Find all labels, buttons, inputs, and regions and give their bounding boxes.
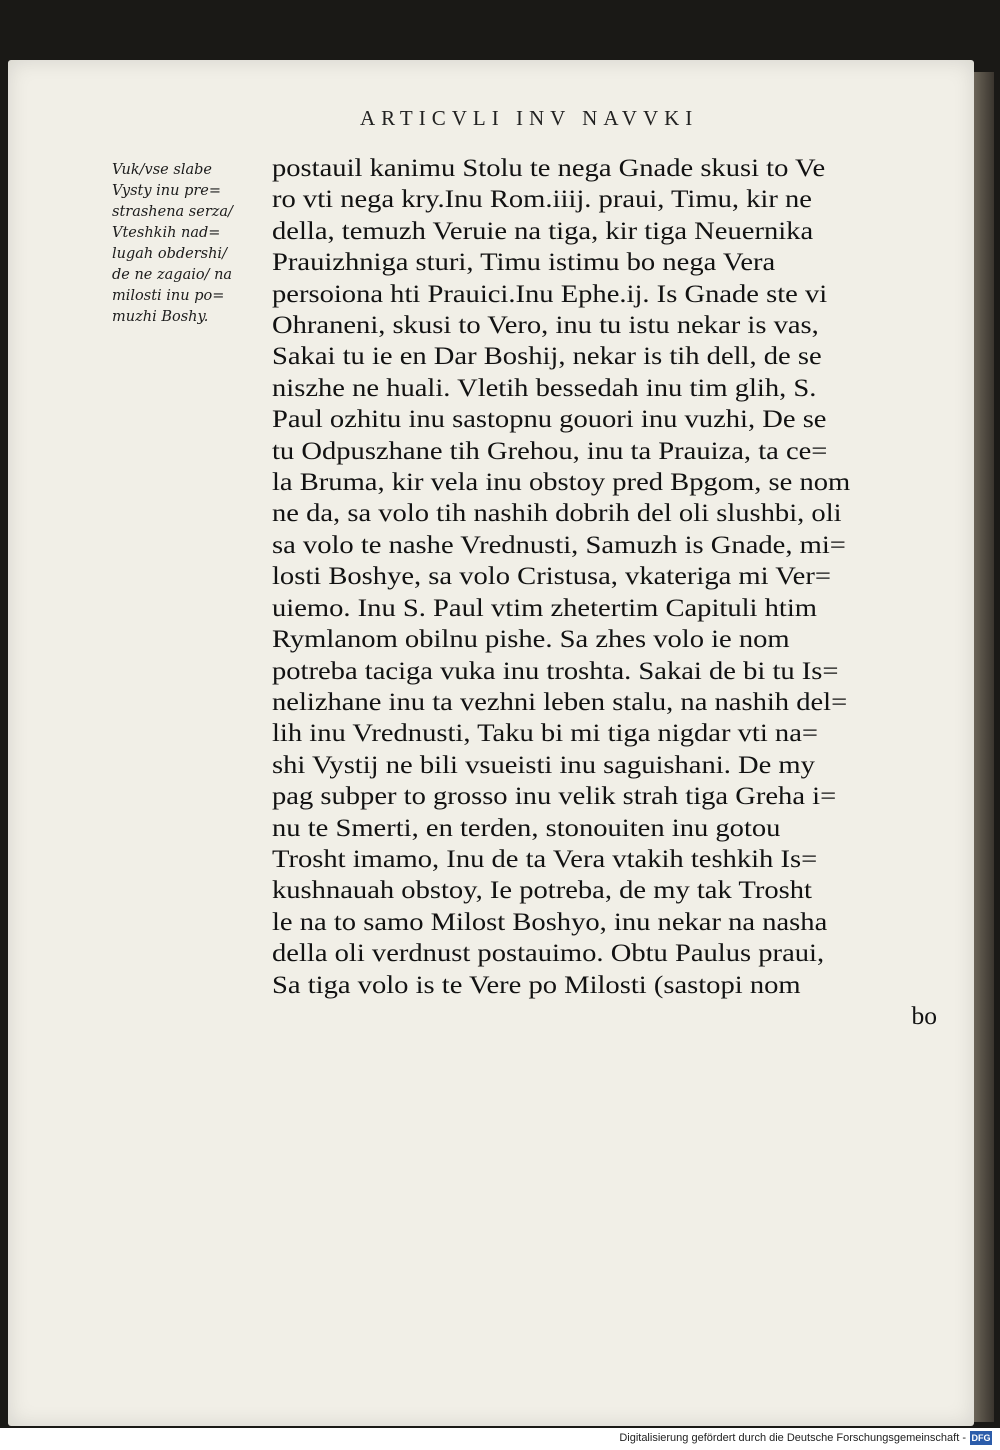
text-line: nu te Smerti, en terden, stonouiten inu gotou	[272, 812, 781, 842]
text-line: kushnauah obstoy, Ie potreba, de my tak Trosht	[272, 875, 812, 905]
text-line: Sa tiga volo is te Vere po Milosti (sastopi nom	[272, 969, 801, 999]
text-line: della, temuzh Veruie na tiga, kir tiga Neuernika	[272, 215, 814, 245]
marginal-note-line: milosti inu po=	[112, 288, 225, 304]
marginal-note-line: Vysty inu pre=	[112, 183, 222, 199]
marginal-note-line: muzhi Boshy.	[112, 309, 209, 325]
text-line: sa volo te nashe Vrednusti, Samuzh is Gnade, mi=	[272, 529, 846, 559]
catchword: bo	[911, 1000, 937, 1030]
text-line: pag subper to grosso inu velik strah tiga Greha i=	[272, 781, 837, 811]
text-line: Rymlanom obilnu pishe. Sa zhes volo ie nom	[272, 624, 790, 654]
footer-credit: Digitalisierung gefördert durch die Deutsche Forschungsgemeinschaft -	[619, 1432, 966, 1444]
text-line: Paul ozhitu inu sastopnu gouori inu vuzhi, De se	[272, 404, 827, 434]
text-line: nelizhane inu ta vezhni leben stalu, na nashih del=	[272, 686, 848, 716]
text-line: Ohraneni, skusi to Vero, inu tu istu nekar is vas,	[272, 310, 819, 340]
text-line: Prauizhniga sturi, Timu istimu bo nega Vera	[272, 247, 776, 277]
text-line: tu Odpuszhane tih Grehou, inu ta Prauiza, ta ce=	[272, 435, 828, 465]
running-head: ARTICVLI INV NAVVKI	[360, 106, 699, 130]
text-line: persoiona hti Prauici.Inu Ephe.ij. Is Gnade ste vi	[272, 278, 828, 308]
marginal-note-line: strashena serza/	[112, 204, 233, 220]
marginal-note-line: lugah obdershi/	[112, 246, 227, 262]
text-line: niszhe ne huali. Vletih bessedah inu tim glih, S.	[272, 372, 817, 402]
text-line: potreba taciga vuka inu troshta. Sakai de bi tu Is=	[272, 655, 839, 685]
body-text	[272, 152, 937, 1031]
text-line: lih inu Vrednusti, Taku bi mi tiga nigdar vti na=	[272, 718, 818, 748]
text-line: Sakai tu ie en Dar Boshij, nekar is tih dell, de se	[272, 341, 822, 371]
text-line: shi Vystij ne bili vsueisti inu saguishani. De my	[272, 749, 815, 779]
text-line: la Bruma, kir vela inu obstoy pred Bpgom, se nom	[272, 467, 851, 497]
text-line: della oli verdnust postauimo. Obtu Paulus praui,	[272, 938, 825, 968]
text-line: le na to samo Milost Boshyo, inu nekar na nasha	[272, 906, 828, 936]
marginal-note-line: Vteshkih nad=	[112, 225, 221, 241]
marginal-note	[112, 160, 272, 328]
text-line: ne da, sa volo tih nashih dobrih del oli slushbi, oli	[272, 498, 842, 528]
text-line: uiemo. Inu S. Paul vtim zhetertim Capituli htim	[272, 592, 817, 622]
text-line: postauil kanimu Stolu te nega Gnade skusi to Ve	[272, 153, 826, 182]
text-line: Trosht imamo, Inu de ta Vera vtakih teshkih Is=	[272, 843, 818, 873]
dfg-logo-icon: DFG	[971, 1433, 991, 1443]
text-line: losti Boshye, sa volo Cristusa, vkateriga mi Ver=	[272, 561, 831, 591]
text-line: ro vti nega kry.Inu Rom.iiij. praui, Timu, kir ne	[272, 184, 812, 214]
marginal-note-line: de ne zagaio/ na	[112, 267, 233, 283]
marginal-note-line: Vuk/vse slabe	[112, 162, 212, 178]
